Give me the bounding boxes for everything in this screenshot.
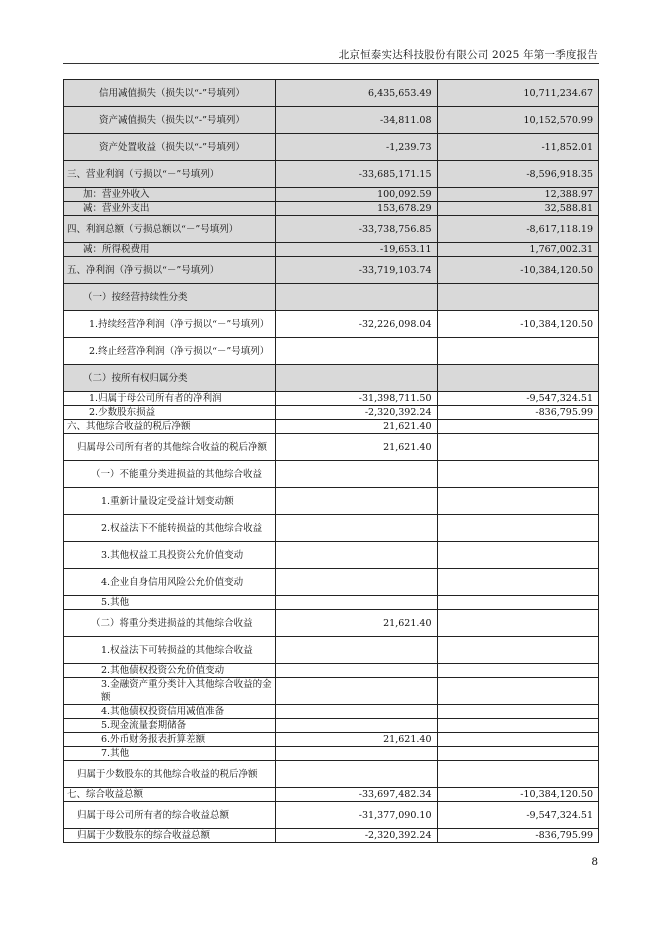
table-row <box>64 188 599 202</box>
prior-period-value <box>437 761 599 788</box>
prior-period-value <box>437 461 599 488</box>
page-number: 8 <box>591 856 598 868</box>
row-label: 2.少数股东损益 <box>64 406 276 420</box>
row-label: 资产处置收益（损失以“-”号填列） <box>64 134 276 161</box>
header-divider <box>63 63 599 64</box>
prior-period-value: -10,384,120.50 <box>437 311 599 338</box>
prior-period-value <box>437 338 599 365</box>
row-label: 资产减值损失（损失以“-”号填列） <box>64 107 276 134</box>
prior-period-value: 32,588.81 <box>437 202 599 216</box>
prior-period-value <box>437 678 599 705</box>
row-label: 4.其他债权投资信用减值准备 <box>64 705 276 719</box>
current-period-value <box>276 488 438 515</box>
current-period-value: 21,621.40 <box>276 420 438 434</box>
prior-period-value <box>437 434 599 461</box>
prior-period-value <box>437 284 599 311</box>
row-label: 2.其他债权投资公允价值变动 <box>64 664 276 678</box>
current-period-value <box>276 719 438 733</box>
current-period-value: -32,226,098.04 <box>276 311 438 338</box>
current-period-value: 21,621.40 <box>276 733 438 747</box>
row-label: 信用减值损失（损失以“-”号填列） <box>64 80 276 107</box>
current-period-value: -2,320,392.24 <box>276 406 438 420</box>
current-period-value <box>276 569 438 596</box>
row-label: 1.归属于母公司所有者的净利润 <box>64 392 276 406</box>
row-label: 2.终止经营净利润（净亏损以“－”号填列） <box>64 338 276 365</box>
row-label: （二）将重分类进损益的其他综合收益 <box>64 610 276 637</box>
table-row <box>64 678 599 705</box>
current-period-value: -1,239.73 <box>276 134 438 161</box>
table-row <box>64 202 599 216</box>
table-row <box>64 420 599 434</box>
row-label: （二）按所有权归属分类 <box>64 365 276 392</box>
prior-period-value: -836,795.99 <box>437 406 599 420</box>
row-label: 1.权益法下可转损益的其他综合收益 <box>64 637 276 664</box>
prior-period-value: -8,596,918.35 <box>437 161 599 188</box>
row-label: 加：营业外收入 <box>64 188 276 202</box>
report-header: 北京恒泰实达科技股份有限公司 2025 年第一季度报告 <box>338 49 598 61</box>
table-row <box>64 488 599 515</box>
table-row <box>64 284 599 311</box>
current-period-value <box>276 705 438 719</box>
row-label: 归属于少数股东的综合收益总额 <box>64 829 276 843</box>
current-period-value: -31,398,711.50 <box>276 392 438 406</box>
current-period-value: -33,697,482.34 <box>276 788 438 802</box>
prior-period-value: -8,617,118.19 <box>437 216 599 243</box>
prior-period-value: -9,547,324.51 <box>437 392 599 406</box>
table-row <box>64 637 599 664</box>
row-label: 1.持续经营净利润（净亏损以“－”号填列） <box>64 311 276 338</box>
current-period-value: -31,377,090.10 <box>276 802 438 829</box>
table-row <box>64 80 599 107</box>
table-row <box>64 610 599 637</box>
prior-period-value <box>437 637 599 664</box>
row-label: 归属于母公司所有者的综合收益总额 <box>64 802 276 829</box>
row-label: 减：所得税费用 <box>64 243 276 257</box>
table-row <box>64 406 599 420</box>
table-row <box>64 107 599 134</box>
current-period-value <box>276 461 438 488</box>
table-row <box>64 802 599 829</box>
table-row <box>64 733 599 747</box>
current-period-value <box>276 515 438 542</box>
row-label: 5.其他 <box>64 596 276 610</box>
prior-period-value <box>437 515 599 542</box>
table-row <box>64 788 599 802</box>
row-label: 2.权益法下不能转损益的其他综合收益 <box>64 515 276 542</box>
current-period-value <box>276 284 438 311</box>
income-statement-body <box>64 80 599 843</box>
prior-period-value <box>437 569 599 596</box>
table-row <box>64 747 599 761</box>
current-period-value: 100,092.59 <box>276 188 438 202</box>
table-row <box>64 719 599 733</box>
row-label: 四、利润总额（亏损总额以“－”号填列） <box>64 216 276 243</box>
current-period-value: 21,621.40 <box>276 610 438 637</box>
prior-period-value: 10,711,234.67 <box>437 80 599 107</box>
row-label: 5.现金流量套期储备 <box>64 719 276 733</box>
prior-period-value: 12,388.97 <box>437 188 599 202</box>
table-row <box>64 596 599 610</box>
table-row <box>64 311 599 338</box>
table-row <box>64 243 599 257</box>
row-label: 三、营业利润（亏损以“－”号填列） <box>64 161 276 188</box>
table-row <box>64 461 599 488</box>
table-row <box>64 542 599 569</box>
prior-period-value <box>437 365 599 392</box>
prior-period-value <box>437 420 599 434</box>
current-period-value <box>276 338 438 365</box>
table-row <box>64 829 599 843</box>
current-period-value <box>276 664 438 678</box>
current-period-value <box>276 761 438 788</box>
table-row <box>64 161 599 188</box>
current-period-value: -33,738,756.85 <box>276 216 438 243</box>
row-label: 减：营业外支出 <box>64 202 276 216</box>
prior-period-value <box>437 719 599 733</box>
row-label: 6.外币财务报表折算差额 <box>64 733 276 747</box>
current-period-value <box>276 747 438 761</box>
prior-period-value <box>437 610 599 637</box>
row-label: 3.其他权益工具投资公允价值变动 <box>64 542 276 569</box>
prior-period-value <box>437 488 599 515</box>
prior-period-value: -11,852.01 <box>437 134 599 161</box>
prior-period-value: 10,152,570.99 <box>437 107 599 134</box>
table-row <box>64 705 599 719</box>
row-label: 六、其他综合收益的税后净额 <box>64 420 276 434</box>
table-row <box>64 515 599 542</box>
row-label: 归属于少数股东的其他综合收益的税后净额 <box>64 761 276 788</box>
row-label: 7.其他 <box>64 747 276 761</box>
table-row <box>64 392 599 406</box>
current-period-value <box>276 637 438 664</box>
current-period-value: -33,685,171.15 <box>276 161 438 188</box>
table-row <box>64 338 599 365</box>
table-row <box>64 365 599 392</box>
current-period-value <box>276 678 438 705</box>
row-label: 七、综合收益总额 <box>64 788 276 802</box>
prior-period-value <box>437 705 599 719</box>
current-period-value: 153,678.29 <box>276 202 438 216</box>
row-label: （一）按经营持续性分类 <box>64 284 276 311</box>
table-row <box>64 569 599 596</box>
current-period-value: -34,811.08 <box>276 107 438 134</box>
current-period-value: -2,320,392.24 <box>276 829 438 843</box>
prior-period-value <box>437 664 599 678</box>
row-label: 归属母公司所有者的其他综合收益的税后净额 <box>64 434 276 461</box>
table-row <box>64 257 599 284</box>
current-period-value: -33,719,103.74 <box>276 257 438 284</box>
prior-period-value <box>437 733 599 747</box>
row-label: 4.企业自身信用风险公允价值变动 <box>64 569 276 596</box>
current-period-value <box>276 542 438 569</box>
table-row <box>64 434 599 461</box>
current-period-value <box>276 365 438 392</box>
current-period-value: 6,435,653.49 <box>276 80 438 107</box>
table-row <box>64 134 599 161</box>
row-label: 五、净利润（净亏损以“－”号填列） <box>64 257 276 284</box>
prior-period-value: -836,795.99 <box>437 829 599 843</box>
table-row <box>64 216 599 243</box>
prior-period-value <box>437 596 599 610</box>
table-row <box>64 761 599 788</box>
prior-period-value: -9,547,324.51 <box>437 802 599 829</box>
row-label: 3.金融资产重分类计入其他综合收益的金额 <box>64 678 276 705</box>
income-statement-table <box>63 79 599 843</box>
row-label: （一）不能重分类进损益的其他综合收益 <box>64 461 276 488</box>
table-row <box>64 664 599 678</box>
prior-period-value <box>437 542 599 569</box>
prior-period-value: 1,767,002.31 <box>437 243 599 257</box>
current-period-value: -19,653.11 <box>276 243 438 257</box>
row-label: 1.重新计量设定受益计划变动额 <box>64 488 276 515</box>
prior-period-value <box>437 747 599 761</box>
current-period-value <box>276 596 438 610</box>
prior-period-value: -10,384,120.50 <box>437 788 599 802</box>
prior-period-value: -10,384,120.50 <box>437 257 599 284</box>
current-period-value: 21,621.40 <box>276 434 438 461</box>
